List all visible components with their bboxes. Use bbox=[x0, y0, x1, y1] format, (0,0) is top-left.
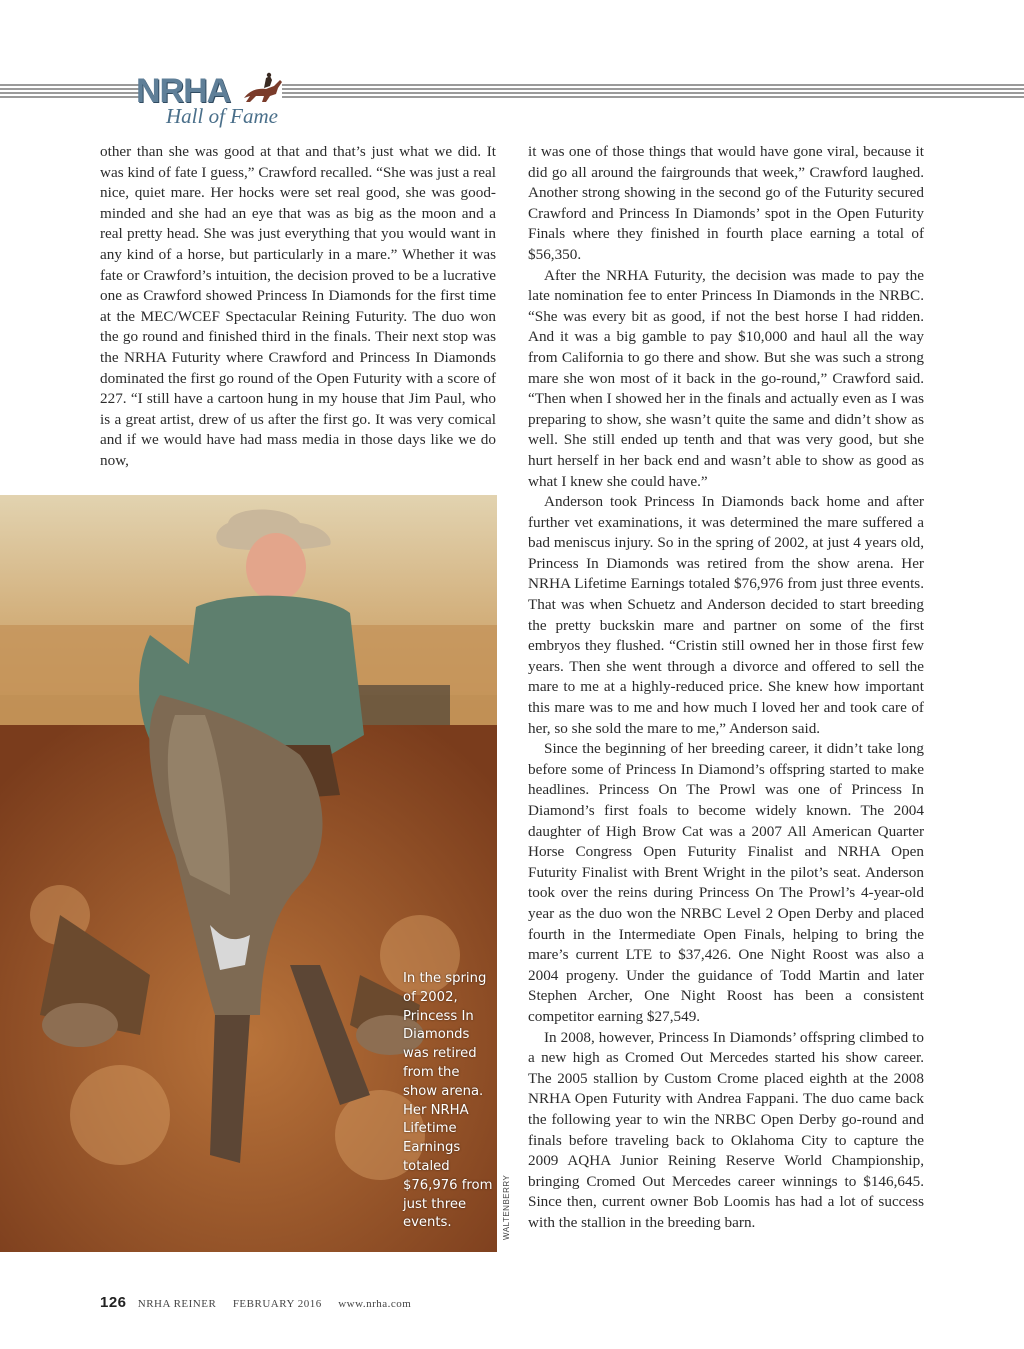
horse-rider-photo bbox=[0, 495, 497, 1252]
page-footer bbox=[100, 1294, 411, 1311]
issue-date: FEBRUARY 2016 bbox=[232, 1298, 322, 1310]
magazine-name: NRHA REINER bbox=[137, 1298, 217, 1310]
paragraph: In 2008, however, Princess In Diamonds’ offspring climbed to a new high as Cromed Out Mercedes started his show career. The 2005 stallion by Custom Crome placed eighth at the 2008 NRHA Open Futurity with Andrea Fappani. The duo came back the following year to win the NRBC Open Derby go-round and finals before traveling back to Oklahoma City to capture the 2009 AQHA Junior Reining Reserve World Championship, bringing Cromed Out Mercedes career winnings to $146,645. Since then, current owner Bob Loomis has had a lot of success with the stallion in the breeding barn. bbox=[528, 1028, 924, 1231]
article-column-left bbox=[100, 142, 496, 472]
logo-nrha-text: NRHA bbox=[136, 72, 231, 110]
horse-rider-icon bbox=[240, 72, 284, 106]
header-rule-right bbox=[282, 84, 1024, 100]
header-rule-left bbox=[0, 84, 140, 100]
paragraph: Anderson took Princess In Diamonds back home and after further vet examinations, it was determined the mare suffered a bad meniscus injury. So in the spring of 2002, at just 4 years old, Princess In Diamonds was retired from the show arena. Her NRHA Lifetime Earnings totaled $76,976 from just three events. That was when Schuetz and Anderson decided to start breeding the pretty buckskin mare and partner on some of the first embryos they flushed. “Cristin still owned her in those first few years. Then she went through a divorce and offered to sell the mare to me at a highly-reduced price. She knew how important this mare was to me and how much I loved her and took care of her, so she sold the mare to me,” Anderson said. bbox=[528, 493, 924, 737]
nrha-hall-of-fame-logo bbox=[132, 72, 292, 132]
paragraph: Since the beginning of her breeding career, it didn’t take long before some of Princess In Diamond’s offspring started to make headlines. Princess On The Prowl was one of Princess In Diamond’s first foals to become widely known. The 2004 daughter of High Brow Cat was a 2007 All American Quarter Horse Congress Open Futurity Finalist and NRHA Open Futurity Finalist with Brent Wright in the pilot’s seat. Anderson took over the reins during Princess On The Prowl’s 4-year-old year as the duo won the NRBC Level 2 Open Derby and placed fourth in the Intermediate Open Finals, helping to bring the mare’s current LTE to $37,426. One Night Roost was also a 2004 progeny. Under the guidance of Todd Martin and later Stephen Archer, One Night Roost has been a consistent competitor earning $27,549. bbox=[528, 740, 924, 1025]
article-column-right bbox=[528, 142, 924, 1233]
page-number: 126 bbox=[100, 1294, 127, 1311]
photo-credit: WALTENBERRY bbox=[502, 1174, 511, 1240]
photo-caption: In the spring of 2002, Princess In Diamonds was retired from the show arena. Her NRHA Lifetime Earnings totaled $76,976 from just three events. bbox=[403, 971, 493, 1231]
paragraph: other than she was good at that and that’s just what we did. It was kind of fate I guess,” Crawford recalled. “She was just a real nice, quiet mare. Her hocks were set real good, she was good-minded and she had an eye that was as big as the moon and a real pretty head. She was just everything that you would want in any kind of a horse, but particularly in a mare.” Whether it was fate or Crawford’s intuition, the decision proved to be a lucrative one as Crawford showed Princess In Diamonds for the first time at the MEC/WCEF Spectacular Reining Futurity. The duo won the go round and finished third in the finals. Their next stop was the NRHA Futurity where Crawford and Princess In Diamonds dominated the first go round of the Open Futurity with a score of 227. “I still have a cartoon hung in my house that Jim Paul, who is a great artist, drew of us after the first go. It was very comical and if we would have had mass media in those days like we do now, bbox=[100, 143, 496, 469]
website-url: www.nrha.com bbox=[338, 1298, 412, 1310]
logo-hall-of-fame-text: Hall of Fame bbox=[166, 104, 278, 128]
paragraph: it was one of those things that would have gone viral, because it did go all around the fairgrounds that week,” Crawford laughed. Another strong showing in the second go of the Futurity secured Crawford and Princess In Diamonds’ spot in the Open Futurity Finals where they finished in fourth place earning a total of $56,350. bbox=[528, 143, 924, 263]
paragraph: After the NRHA Futurity, the decision was made to pay the late nomination fee to enter Princess In Diamonds in the NRBC. “She was every bit as good, if not the best horse I had ridden. And it was a big gamble to pay $10,000 and haul all the way from California to go there and show. But she was such a strong mare she won most of it back in the go-round,” Crawford said. “Then when I showed her in the finals and actually even as I was preparing to show, she wasn’t quite the same and didn’t show as well. She still ended up tenth and that was very good, but she hurt herself in her back end and wasn’t able to show as good as what I knew she could have.” bbox=[528, 266, 924, 490]
